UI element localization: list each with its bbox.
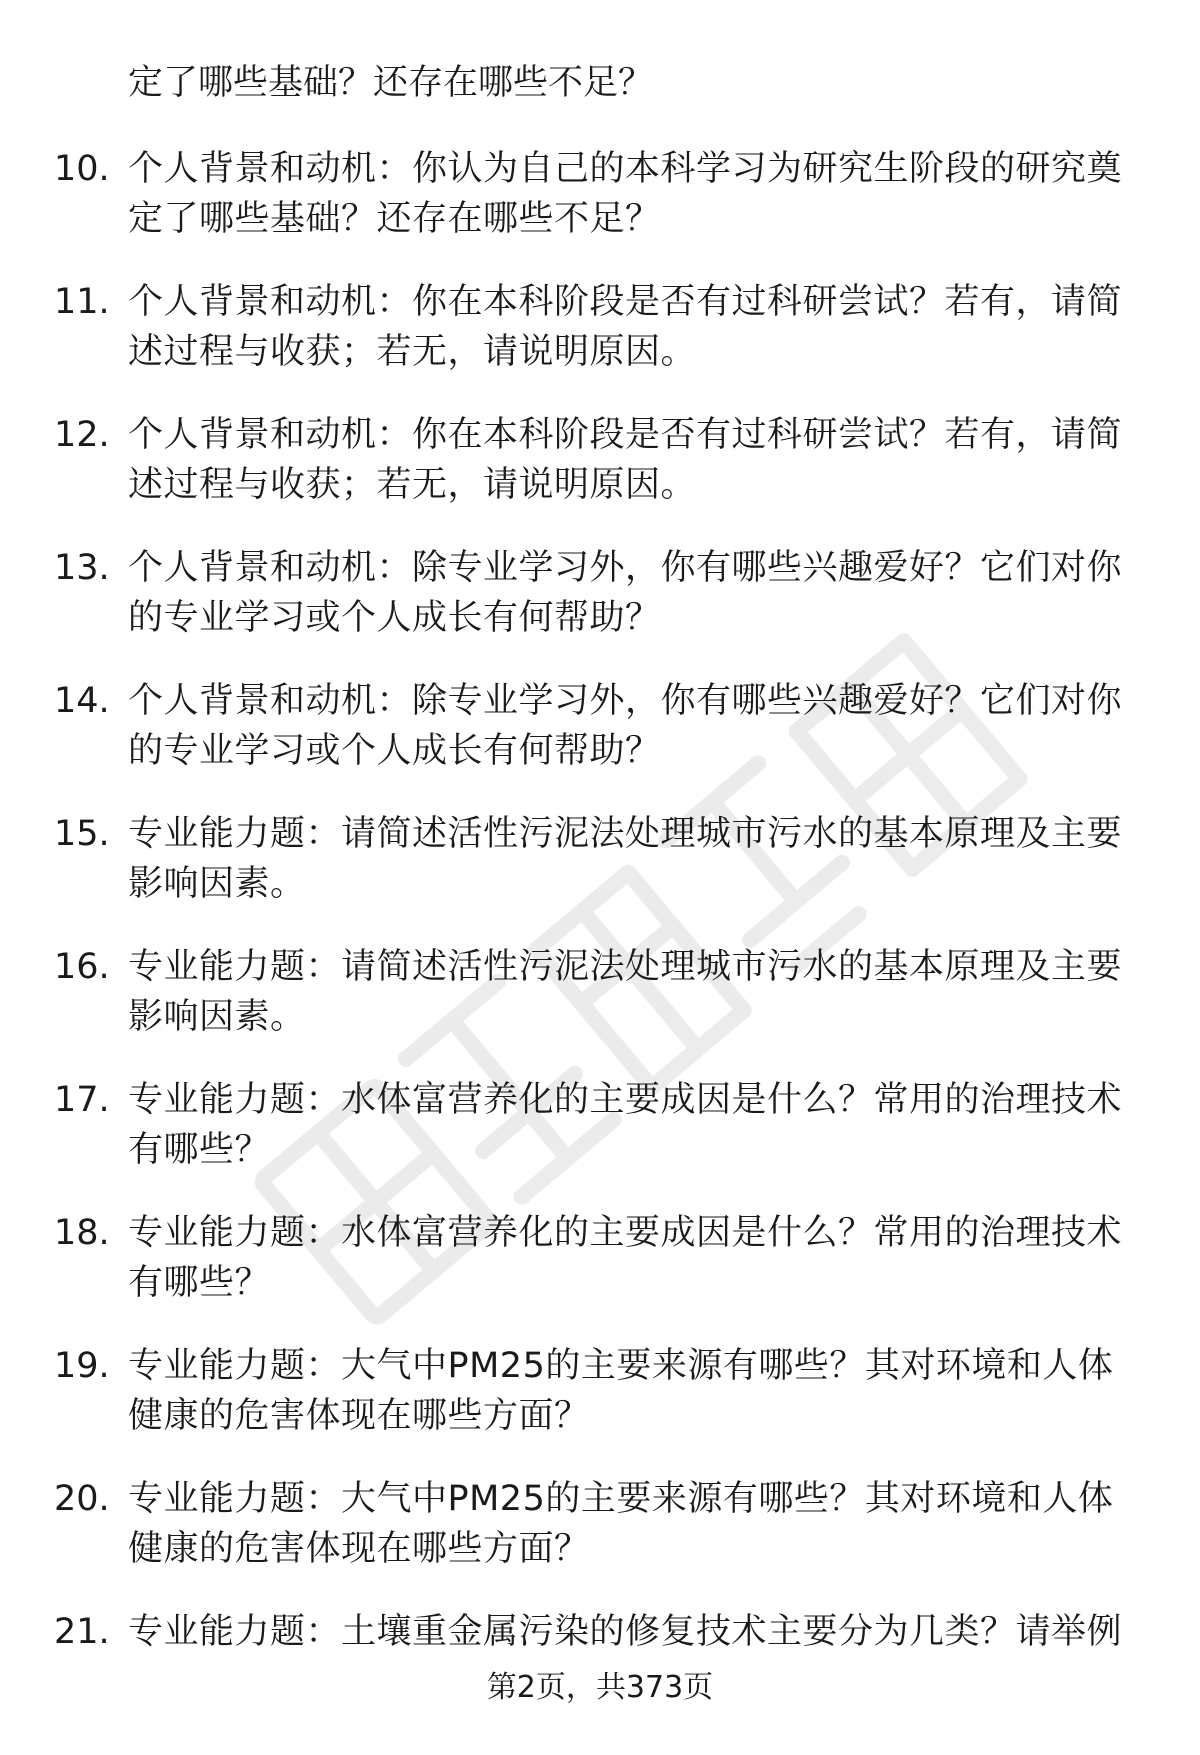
- list-item: [0, 676, 1200, 809]
- list-item: [0, 942, 1200, 1075]
- list-item: [0, 1341, 1200, 1474]
- question-text: 专业能力题：水体富营养化的主要成因是什么？常用的治理技术有哪些？: [128, 1213, 1123, 1303]
- continued-question-text: 定了哪些基础？还存在哪些不足？: [128, 63, 654, 103]
- question-list: [0, 144, 1200, 1740]
- question-number: 21.: [54, 1612, 110, 1652]
- question-text: 专业能力题：土壤重金属污染的修复技术主要分为几类？请举例: [128, 1612, 1123, 1652]
- question-number: 20.: [54, 1479, 110, 1519]
- page-footer: 第2页，共373页: [486, 1670, 714, 1705]
- list-item: [0, 543, 1200, 676]
- question-number: 12.: [54, 415, 110, 455]
- list-item: [0, 1208, 1200, 1341]
- question-text: 个人背景和动机：你认为自己的本科学习为研究生阶段的研究奠定了哪些基础？还存在哪些不足？: [128, 149, 1123, 239]
- list-item: [0, 1474, 1200, 1607]
- question-text: 专业能力题：请简述活性污泥法处理城市污水的基本原理及主要影响因素。: [128, 814, 1123, 904]
- question-text: 专业能力题：水体富营养化的主要成因是什么？常用的治理技术有哪些？: [128, 1080, 1123, 1170]
- question-text: 个人背景和动机：你在本科阶段是否有过科研尝试？若有，请简述过程与收获；若无，请说明原因。: [128, 415, 1123, 505]
- question-text: 个人背景和动机：除专业学习外，你有哪些兴趣爱好？它们对你的专业学习或个人成长有何帮助？: [128, 548, 1123, 638]
- question-text: 个人背景和动机：除专业学习外，你有哪些兴趣爱好？它们对你的专业学习或个人成长有何帮助？: [128, 681, 1123, 771]
- question-number: 13.: [54, 548, 110, 588]
- question-number: 11.: [54, 282, 110, 322]
- question-number: 18.: [54, 1213, 110, 1253]
- list-item: [0, 1075, 1200, 1208]
- question-text: 专业能力题：大气中PM25的主要来源有哪些？其对环境和人体健康的危害体现在哪些方面？: [128, 1346, 1114, 1436]
- question-number: 17.: [54, 1080, 110, 1120]
- question-number: 10.: [54, 149, 110, 189]
- question-number: 14.: [54, 681, 110, 721]
- list-item: [0, 410, 1200, 543]
- question-text: 专业能力题：请简述活性污泥法处理城市污水的基本原理及主要影响因素。: [128, 947, 1123, 1037]
- list-item: [0, 277, 1200, 410]
- question-text: 专业能力题：大气中PM25的主要来源有哪些？其对环境和人体健康的危害体现在哪些方面？: [128, 1479, 1114, 1569]
- list-item: [0, 144, 1200, 277]
- question-number: 15.: [54, 814, 110, 854]
- question-number: 19.: [54, 1346, 110, 1386]
- question-text: 个人背景和动机：你在本科阶段是否有过科研尝试？若有，请简述过程与收获；若无，请说明原因。: [128, 282, 1123, 372]
- question-number: 16.: [54, 947, 110, 987]
- list-item: [0, 809, 1200, 942]
